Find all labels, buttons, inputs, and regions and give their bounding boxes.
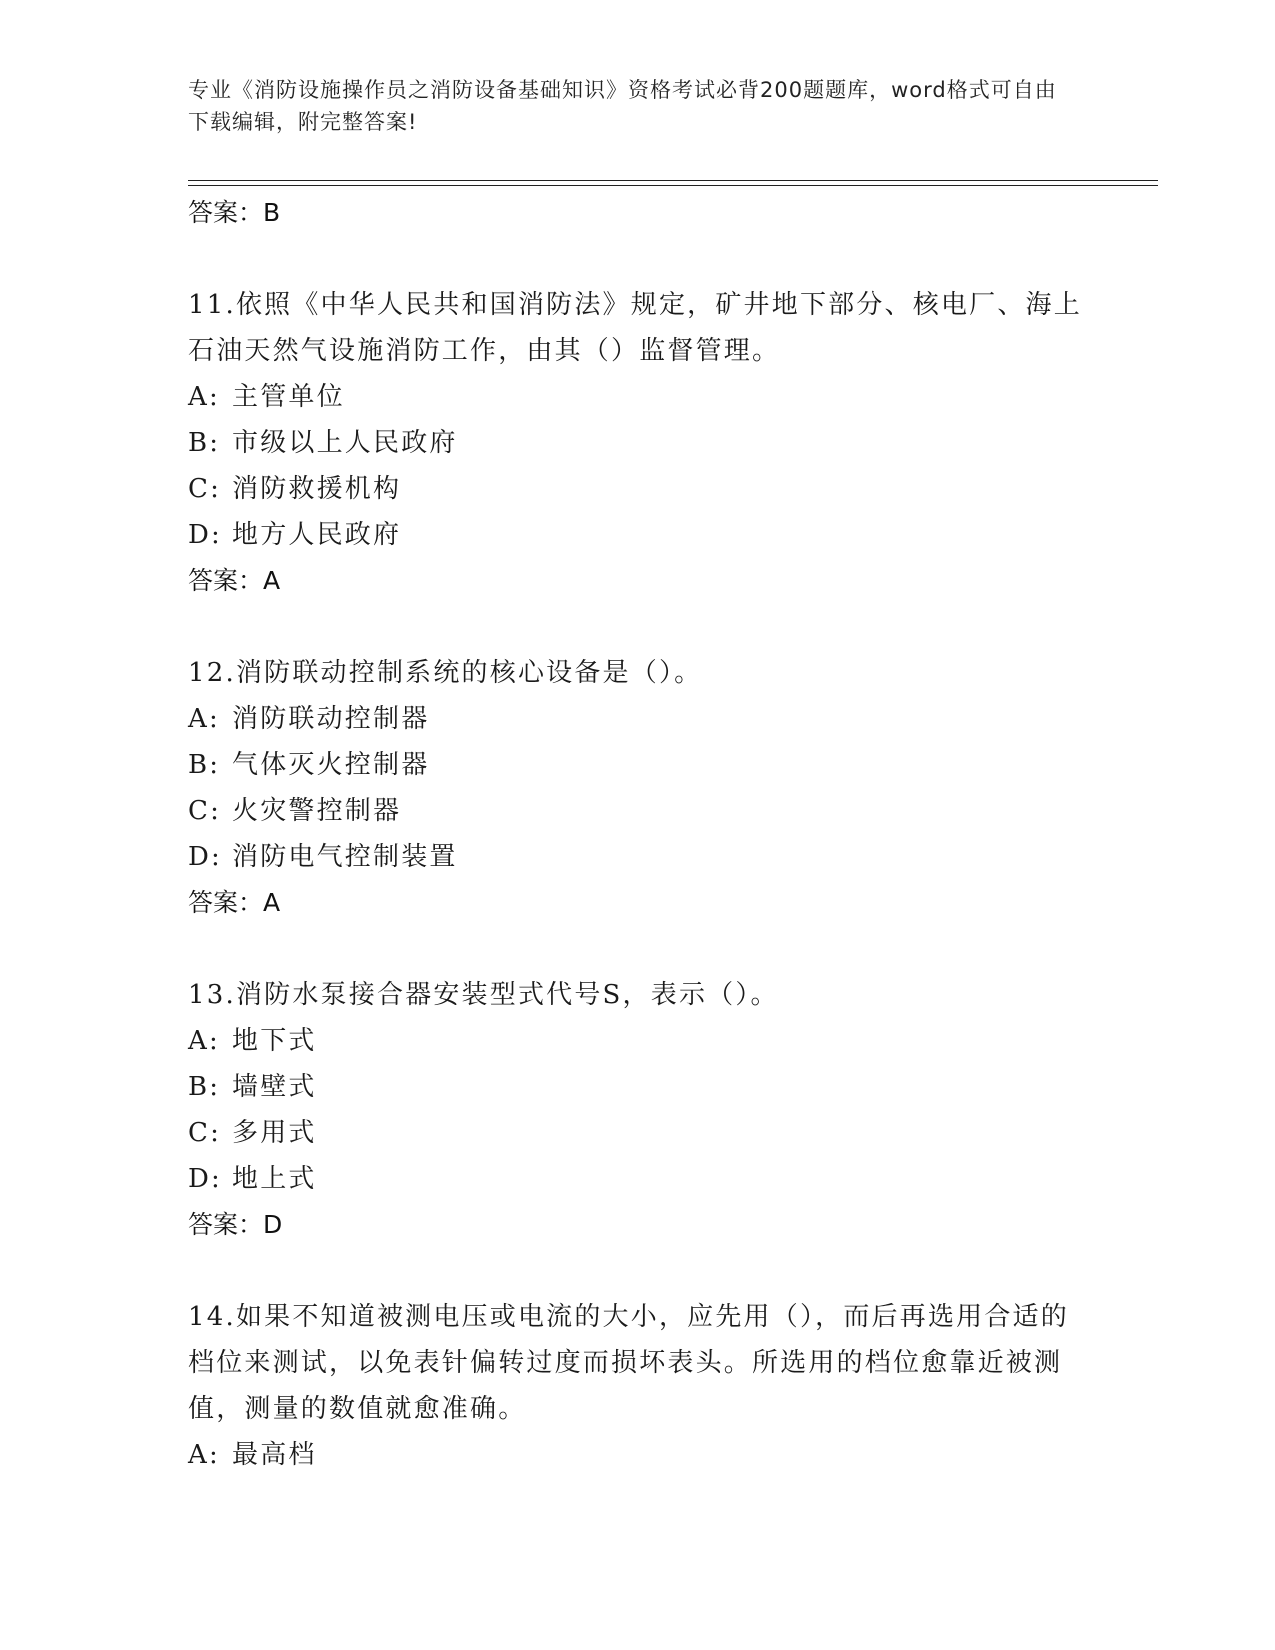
option-text: 墙壁式 bbox=[232, 1072, 317, 1102]
answer-label: 答案：A bbox=[188, 566, 281, 595]
option-b bbox=[188, 1064, 1088, 1110]
option-d bbox=[188, 1156, 1088, 1202]
option-text: 地下式 bbox=[232, 1026, 317, 1056]
option-a bbox=[188, 374, 1088, 420]
option-a bbox=[188, 696, 1088, 742]
answer-label: 答案：D bbox=[188, 1210, 283, 1239]
document-body bbox=[188, 190, 1088, 1478]
option-key: C: bbox=[188, 474, 222, 504]
option-key: A: bbox=[188, 1440, 220, 1470]
option-text: 消防救援机构 bbox=[232, 474, 402, 504]
option-key: A: bbox=[188, 704, 220, 734]
option-key: C: bbox=[188, 796, 222, 826]
option-key: C: bbox=[188, 1118, 222, 1148]
question-text: 13.消防水泵接合器安装型式代号S，表示（）。 bbox=[188, 980, 779, 1010]
option-key: B: bbox=[188, 1072, 221, 1102]
option-key: A: bbox=[188, 382, 220, 412]
option-d bbox=[188, 834, 1088, 880]
option-d bbox=[188, 512, 1088, 558]
question-text: 11.依照《中华人民共和国消防法》规定，矿井地下部分、核电厂、海上石油天然气设施消防工作，由其（）监督管理。 bbox=[188, 290, 1082, 366]
question-14 bbox=[188, 1294, 1088, 1478]
answer-label: 答案：A bbox=[188, 888, 281, 917]
header-divider bbox=[188, 180, 1158, 186]
option-text: 消防联动控制器 bbox=[232, 704, 430, 734]
option-text: 消防电气控制装置 bbox=[232, 842, 458, 872]
option-text: 主管单位 bbox=[232, 382, 345, 412]
option-b bbox=[188, 420, 1088, 466]
question-13 bbox=[188, 972, 1088, 1248]
question-11 bbox=[188, 282, 1088, 604]
option-key: A: bbox=[188, 1026, 220, 1056]
option-text: 地上式 bbox=[232, 1164, 317, 1194]
option-key: B: bbox=[188, 428, 221, 458]
option-text: 最高档 bbox=[232, 1440, 317, 1470]
option-c bbox=[188, 788, 1088, 834]
option-text: 市级以上人民政府 bbox=[232, 428, 458, 458]
option-text: 气体灭火控制器 bbox=[232, 750, 430, 780]
option-b bbox=[188, 742, 1088, 788]
option-key: D: bbox=[188, 1164, 223, 1194]
question-12 bbox=[188, 650, 1088, 926]
option-c bbox=[188, 1110, 1088, 1156]
option-key: B: bbox=[188, 750, 221, 780]
option-key: D: bbox=[188, 520, 223, 550]
option-key: D: bbox=[188, 842, 223, 872]
option-c bbox=[188, 466, 1088, 512]
option-a bbox=[188, 1432, 1088, 1478]
answer-label: 答案：B bbox=[188, 198, 281, 227]
question-text: 12.消防联动控制系统的核心设备是（）。 bbox=[188, 658, 703, 688]
option-text: 地方人民政府 bbox=[232, 520, 402, 550]
option-text: 火灾警控制器 bbox=[232, 796, 402, 826]
question-text: 14.如果不知道被测电压或电流的大小，应先用（），而后再选用合适的档位来测试，以免表针偏转过度而损坏表头。所选用的档位愈靠近被测值，测量的数值就愈准确。 bbox=[188, 1302, 1069, 1424]
option-text: 多用式 bbox=[232, 1118, 317, 1148]
page-header: 专业《消防设施操作员之消防设备基础知识》资格考试必背200题题库，word格式可自由下载编辑，附完整答案! bbox=[188, 78, 1057, 134]
option-a bbox=[188, 1018, 1088, 1064]
